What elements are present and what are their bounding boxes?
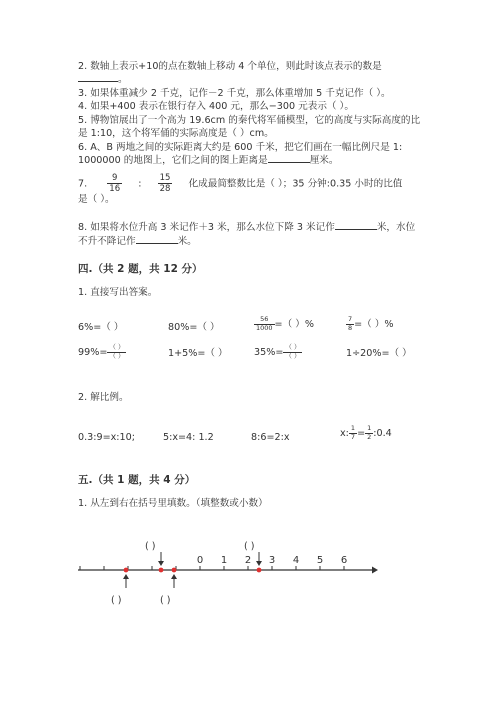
question-5-line1: 5. 博物馆展出了一个高为 19.6cm 的秦代将军俑模型，它的高度与实际高度的比 bbox=[78, 115, 421, 126]
question-2-line1: 2. 数轴上表示+10的点在数轴上移动 4 个单位，则此时该点表示的数是 bbox=[78, 61, 382, 72]
tick-labels bbox=[197, 555, 347, 566]
tick-label: 5 bbox=[316, 555, 324, 566]
blank-top-left[interactable]: ( ) bbox=[145, 541, 156, 552]
tick-label: 4 bbox=[292, 555, 300, 566]
section-4-q2-label: 2. 解比例。 bbox=[78, 392, 129, 403]
tick-label: 2 bbox=[244, 555, 252, 566]
calc-35-percent: 35%= $\frac{( )}{( )}$ bbox=[254, 343, 301, 360]
tick-label: 6 bbox=[340, 555, 348, 566]
calc-80-percent: 80%=（ ） bbox=[168, 322, 220, 333]
blank-bottom-right[interactable]: ( ) bbox=[160, 595, 171, 606]
question-7-line1: 7. $\frac{9}{16}$ : $\frac{15}{28}$ 化成最简整数比是（ ）；35 分钟:0.35 小时的比值 bbox=[78, 173, 403, 194]
answer-blank[interactable] bbox=[268, 162, 310, 163]
point-marker bbox=[124, 568, 129, 573]
answer-blank[interactable] bbox=[335, 229, 377, 230]
question-7-line2: 是（ ）。 bbox=[78, 194, 115, 205]
blank-top-right[interactable]: ( ) bbox=[244, 541, 255, 552]
up-arrow-head-icon bbox=[171, 574, 177, 579]
point-marker bbox=[257, 568, 262, 573]
down-arrow-head-icon bbox=[256, 561, 262, 566]
fraction-9-16: $\frac{9}{16}$ bbox=[109, 173, 121, 194]
question-3: 3. 如果体重减少 2 千克，记作－2 千克，那么体重增加 5 千克记作（ ）。 bbox=[78, 88, 391, 99]
calc-6-percent: 6%=（ ） bbox=[78, 322, 124, 333]
calc-1-plus-5-percent: 1+5%=（ ） bbox=[168, 348, 228, 359]
point-marker bbox=[172, 568, 177, 573]
proportion-4: x: $\frac{1}{7}$ = $\frac{1}{2}$ :0.4 bbox=[340, 424, 392, 441]
answer-blank[interactable] bbox=[78, 81, 118, 82]
question-2-line2: 。 bbox=[78, 73, 128, 86]
question-6-line2: 1000000 的地图上，它们之间的图上距离是 厘米。 bbox=[78, 155, 339, 166]
proportion-2: 5:x=4: 1.2 bbox=[163, 432, 214, 443]
section-5-q1-label: 1. 从左到右在括号里填数。（填整数或小数） bbox=[78, 498, 268, 509]
calc-56-1000: $\frac{56}{1000}$ =（ ）% bbox=[256, 315, 314, 332]
section-4-title: 四.（共 2 题，共 12 分） bbox=[78, 263, 203, 275]
answer-blank[interactable] bbox=[136, 243, 178, 244]
blank-bottom-left[interactable]: ( ) bbox=[111, 595, 122, 606]
up-arrow-head-icon bbox=[123, 574, 129, 579]
number-line-arrow-icon bbox=[372, 567, 378, 574]
down-arrow-head-icon bbox=[158, 561, 164, 566]
calc-99-percent: 99%= $\frac{( )}{( )}$ bbox=[78, 343, 125, 360]
proportion-3: 8:6=2:x bbox=[251, 432, 290, 443]
tick-label: 1 bbox=[220, 555, 228, 566]
fraction-15-28: $\frac{15}{28}$ bbox=[159, 173, 171, 194]
calc-7-8: $\frac{7}{8}$ =（ ）% bbox=[348, 315, 394, 332]
question-4: 4. 如果+400 表示在银行存入 400 元，那么−300 元表示（ ）。 bbox=[78, 101, 354, 112]
section-4-q1-label: 1. 直接写出答案。 bbox=[78, 287, 158, 298]
tick-label: 0 bbox=[196, 555, 204, 566]
question-6-line1: 6. A、B 两地之间的实际距离大约是 600 千米，把它们画在一幅比例尺是 1: bbox=[78, 142, 403, 153]
point-marker bbox=[159, 568, 164, 573]
question-8-line1: 8. 如果将水位升高 3 米记作＋3 米，那么水位下降 3 米记作 米，水位 bbox=[78, 222, 416, 233]
question-8-line2: 不升不降记作 米。 bbox=[78, 236, 197, 247]
minor-ticks bbox=[80, 566, 344, 570]
question-5-line2: 是 1:10，这个将军俑的实际高度是（ ）cm。 bbox=[78, 128, 274, 139]
tick-label: 3 bbox=[268, 555, 276, 566]
calc-1-div-20-percent: 1÷20%=（ ） bbox=[346, 348, 412, 359]
proportion-1: 0.3:9=x:10; bbox=[78, 432, 135, 443]
section-5-title: 五.（共 1 题，共 4 分） bbox=[78, 474, 196, 486]
